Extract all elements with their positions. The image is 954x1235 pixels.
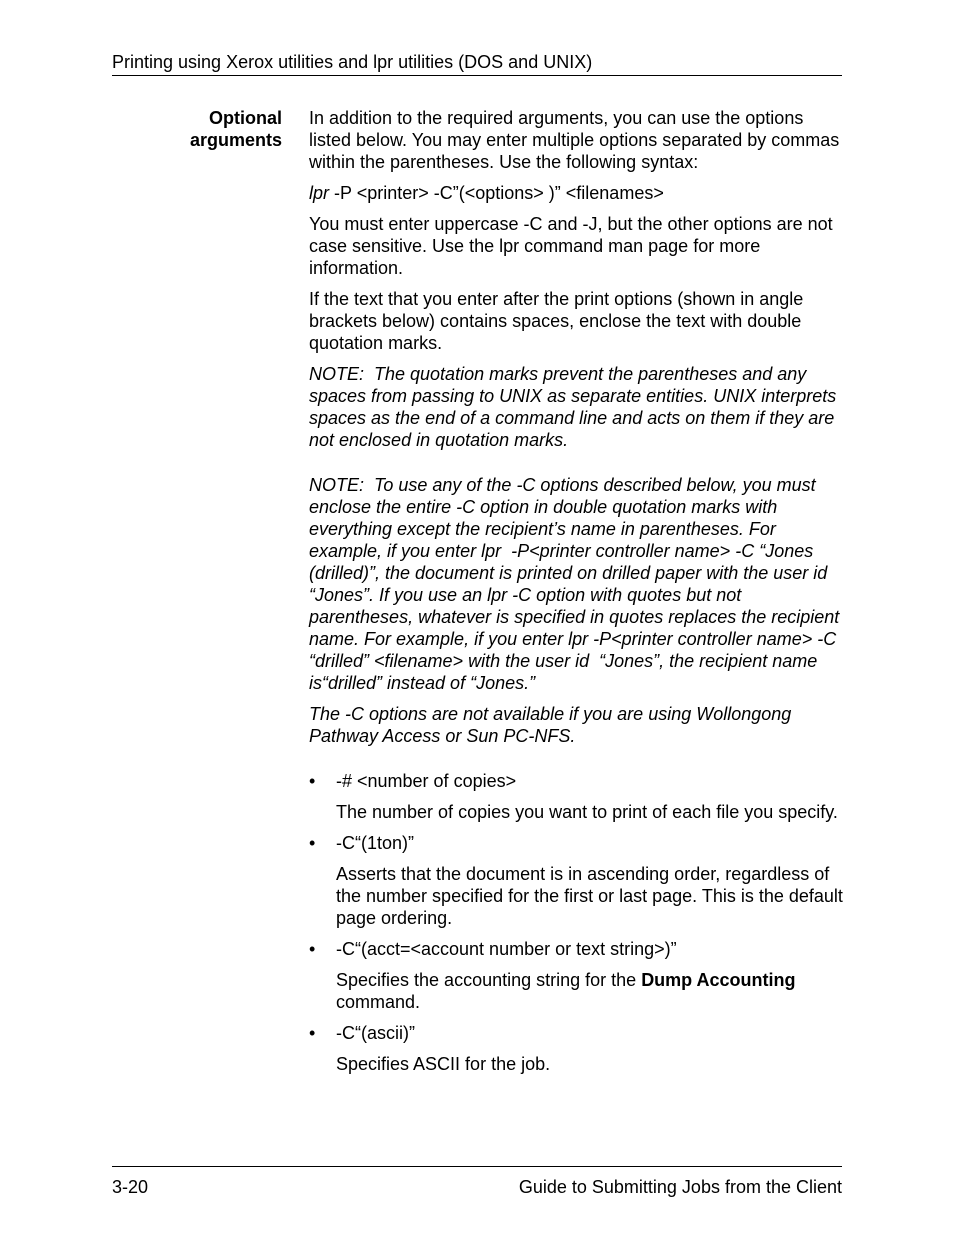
syntax-line [309,182,849,204]
option-label: -# <number of copies> [336,771,517,791]
option-label: -C“(ascii)” [336,1023,415,1043]
guide-title: Guide to Submitting Jobs from the Client [518,1177,842,1197]
bullet-icon: • [309,833,316,853]
body-column [309,107,849,1084]
dump-accounting-term: Dump Accounting [641,970,796,990]
section-heading [150,107,282,151]
running-head: Printing using Xerox utilities and lpr utilities (DOS and UNIX) [112,52,593,72]
note-quotation-marks: NOTE: The quotation marks prevent the parentheses and any spaces from passing to UNIX as separate entities. UNIX interprets spaces as the end of a command line and acts on them if they are not enclosed in quotation marks. [309,364,837,450]
uppercase-paragraph: You must enter uppercase -C and -J, but the other options are not case sensitive. Use the lpr command man page for more information. [309,214,833,278]
syntax-command: lpr [309,183,330,203]
footer-rule [112,1166,842,1167]
option-item [309,1022,849,1044]
option-label: -C“(1ton)” [336,833,415,853]
spaces-paragraph: If the text that you enter after the print options (shown in angle brackets below) contains spaces, enclose the text with double quotation marks. [309,289,804,353]
section-heading-line1: Optional [209,108,282,128]
section-heading-line2: arguments [189,130,282,150]
note-availability: The -C options are not available if you are using Wollongong Pathway Access or Sun PC-NFS. [309,704,792,746]
option-description: The number of copies you want to print of each file you specify. [336,802,838,822]
description-text: Specifies the accounting string for the [336,970,642,990]
bullet-icon: • [309,1023,316,1043]
option-description: Asserts that the document is in ascending order, regardless of the number specified for the first or last page. This is the default page ordering. [336,864,843,928]
bullet-icon: • [309,939,316,959]
page-number: 3-20 [112,1177,149,1197]
syntax-arguments: -P <printer> -C”(<options> )” <filenames> [329,183,664,203]
intro-paragraph: In addition to the required arguments, you can use the options listed below. You may enter multiple options separated by commas within the parentheses. Use the following syntax: [309,108,840,172]
option-item [309,770,849,792]
option-description: Specifies ASCII for the job. [336,1054,551,1074]
note-c-options: NOTE: To use any of the -C options described below, you must enclose the entire -C option in double quotation marks with everything except the recipient’s name in parentheses. For example, if you enter lpr -P<printer controller name> -C “Jones (drilled)”, the document is printed on drilled paper with the user id “Jones”. If you use an lpr -C option with quotes but not parentheses, whatever is specified in quotes replaces the recipient name. For example, if you enter lpr -P<printer controller name> -C “drilled” <filename> with the user id “Jones”, the recipient name is“drilled” instead of “Jones.” [309,475,840,693]
option-label: -C“(acct=<account number or text string>)” [336,939,677,959]
header-rule [112,75,842,76]
option-item [309,938,849,960]
option-item [309,832,849,854]
bullet-icon: • [309,771,316,791]
description-text: command. [336,992,421,1012]
option-description [309,969,849,1013]
